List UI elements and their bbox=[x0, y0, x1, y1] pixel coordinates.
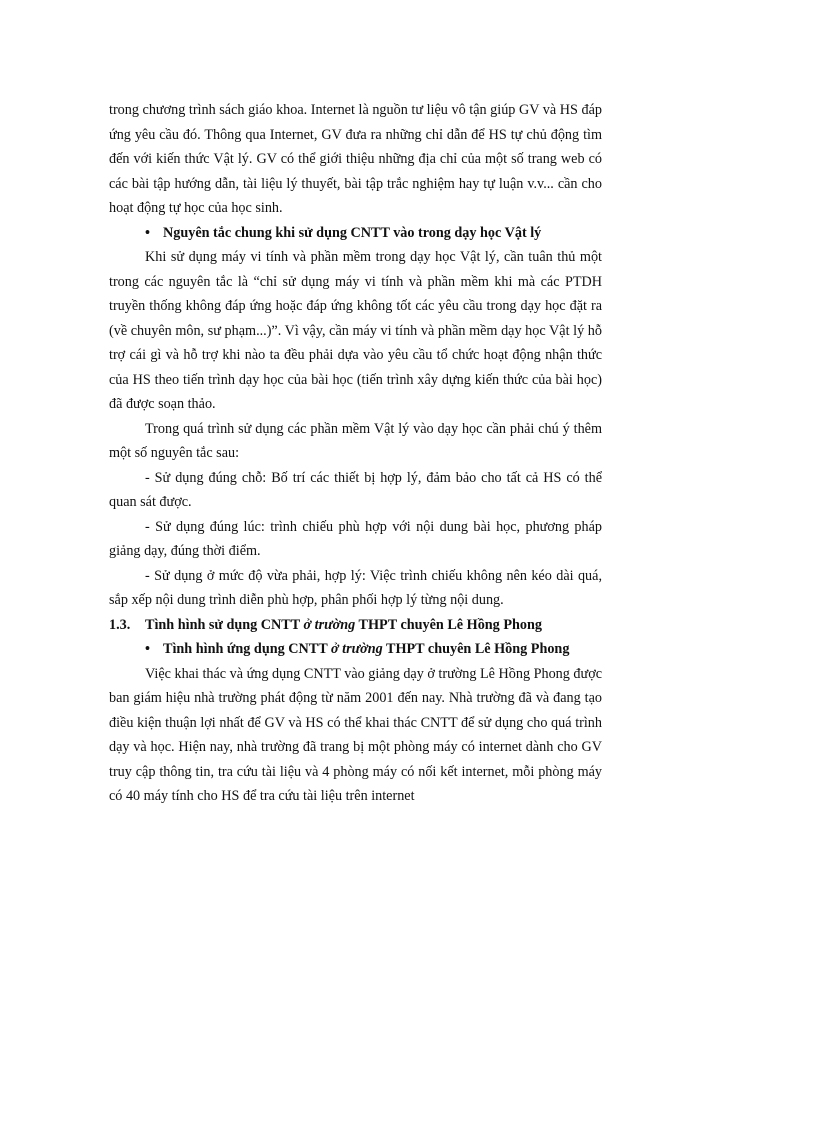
heading-usage-b: ở trường bbox=[330, 641, 383, 657]
heading-usage bbox=[109, 637, 602, 662]
dash-item-right-time: - Sử dụng đúng lúc: trình chiếu phù hợp với nội dung bài học, phương pháp giảng dạy, đúng thời điểm. bbox=[109, 518, 602, 559]
section-title-b: ở trường bbox=[303, 616, 356, 633]
paragraph-additional: Trong quá trình sử dụng các phần mềm Vật lý vào dạy học cần phải chú ý thêm một số nguyên tắc sau: bbox=[109, 420, 602, 461]
section-number: 1.3. bbox=[109, 616, 131, 633]
section-title-c: THPT chuyên Lê Hồng Phong bbox=[355, 616, 542, 633]
dash-item-moderate: - Sử dụng ở mức độ vừa phải, hợp lý: Việc trình chiếu không nên kéo dài quá, sắp xếp nội dung trình diễn phù hợp, phân phối hợp lý từng nội dung. bbox=[109, 567, 602, 608]
heading-principles bbox=[109, 221, 602, 246]
bullet-icon: • bbox=[145, 224, 150, 241]
heading-principles-text: Nguyên tắc chung khi sử dụng CNTT vào trong dạy học Vật lý bbox=[163, 224, 542, 241]
paragraph-usage: Việc khai thác và ứng dụng CNTT vào giảng dạy ở trường Lê Hồng Phong được ban giám hiệu nhà trường phát động từ năm 2001 đến nay. Nhà trường đã và đang tạo điều kiện thuận lợi nhất để GV và HS có thể khai thác CNTT để sử dụng cho quá trình dạy và học. Hiện nay, nhà trường đã trang bị một phòng máy có internet dành cho GV truy cập thông tin, tra cứu tài liệu và 4 phòng máy có nối kết internet, mỗi phòng máy có 40 máy tính cho HS để tra cứu tài liệu trên internet bbox=[109, 665, 602, 804]
bullet-icon: • bbox=[145, 641, 150, 657]
heading-usage-text bbox=[163, 637, 569, 662]
dash-item-right-place: - Sử dụng đúng chỗ: Bố trí các thiết bị hợp lý, đảm bảo cho tất cả HS có thể quan sát được. bbox=[109, 469, 602, 510]
paragraph-intro: trong chương trình sách giáo khoa. Internet là nguồn tư liệu vô tận giúp GV và HS đáp ứng yêu cầu đó. Thông qua Internet, GV đưa ra những chỉ dẫn để HS tự chủ động tìm đến với kiến thức Vật lý. GV có thể giới thiệu những địa chỉ của một số trang web có các bài tập hướng dẫn, tài liệu lý thuyết, bài tập trắc nghiệm hay tự luận v.v... cần cho hoạt động tự học của học sinh. bbox=[109, 102, 602, 216]
section-heading-1-3 bbox=[109, 613, 602, 638]
document-page bbox=[109, 98, 602, 809]
section-title-a: Tình hình sử dụng CNTT bbox=[145, 616, 304, 633]
paragraph-principles: Khi sử dụng máy vi tính và phần mềm trong dạy học Vật lý, cần tuân thủ một trong các nguyên tắc là “chỉ sử dụng máy vi tính và phần mềm khi mà các PTDH truyền thống không đáp ứng hoặc đáp ứng không tốt các yêu cầu trong dạy học đặt ra (về chuyên môn, sư phạm...)”. Vì vậy, cần máy vi tính và phần mềm dạy học Vật lý hỗ trợ cái gì và hỗ trợ khi nào ta đều phải dựa vào yêu cầu tổ chức hoạt động nhận thức của HS theo tiến trình dạy học của bài học (tiến trình xây dựng kiến thức của bài học) đã được soạn thảo. bbox=[109, 249, 602, 412]
heading-usage-c: THPT chuyên Lê Hồng Phong bbox=[382, 641, 570, 657]
heading-usage-a: Tình hình ứng dụng CNTT bbox=[163, 641, 331, 657]
